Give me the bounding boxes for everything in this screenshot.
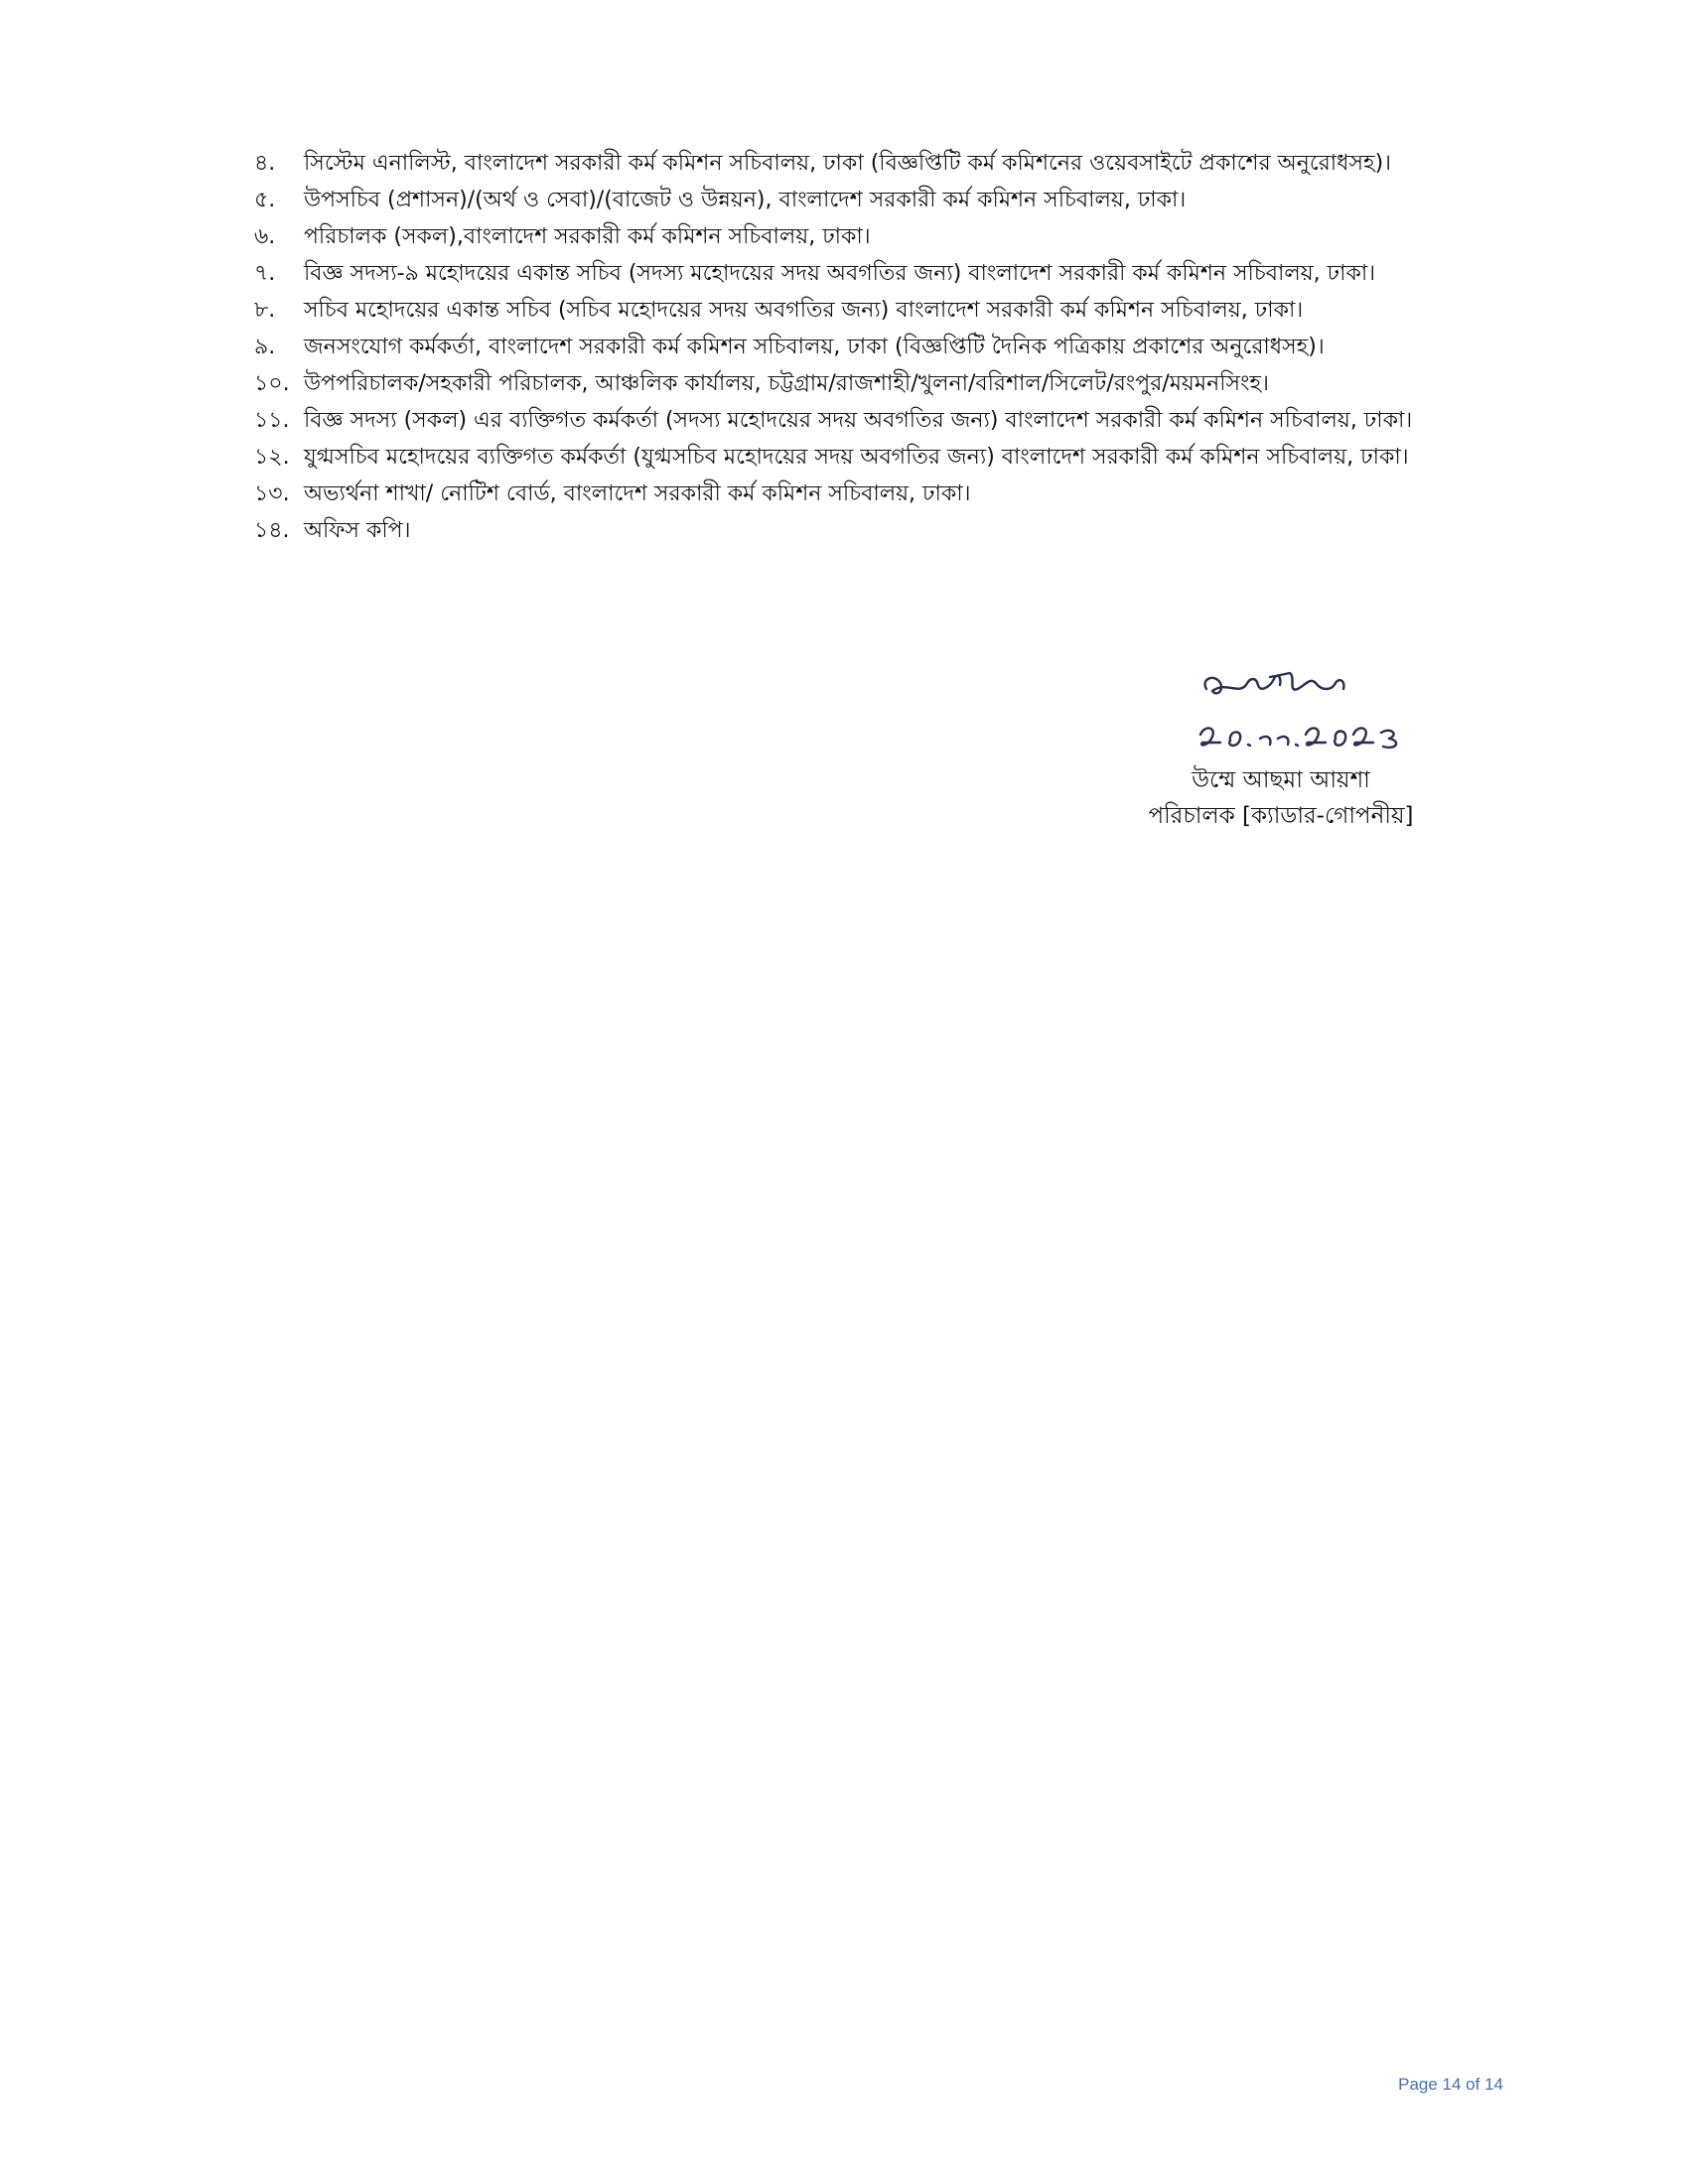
item-number: ১২. xyxy=(254,445,290,470)
handwritten-signature xyxy=(1187,655,1435,764)
item-number: ৪. xyxy=(254,151,276,176)
signatory-designation: পরিচালক [ক্যাডার-গোপনীয়] xyxy=(1148,803,1414,829)
distribution-list xyxy=(254,145,1505,549)
page-number: Page 14 of 14 xyxy=(1398,2075,1503,2094)
item-text: যুগ্মসচিব মহোদয়ের ব্যক্তিগত কর্মকর্তা (যুগ্মসচিব মহোদয়ের সদয় অবগতির জন্য) বাংলাদেশ সরকারী কর্ম কমিশন সচিবালয়, ঢাকা। xyxy=(304,445,1409,470)
list-item xyxy=(254,145,1505,182)
signature-block xyxy=(1092,762,1470,834)
item-text: উপপরিচালক/সহকারী পরিচালক, আঞ্চলিক কার্যালয়, চট্টগ্রাম/রাজশাহী/খুলনা/বরিশাল/সিলেট/রংপুর/ময়মনসিংহ। xyxy=(304,371,1269,396)
list-item xyxy=(254,365,1505,402)
item-text: অফিস কপি। xyxy=(304,518,411,543)
item-text: উপসচিব (প্রশাসন)/(অর্থ ও সেবা)/(বাজেট ও উন্নয়ন), বাংলাদেশ সরকারী কর্ম কমিশন সচিবালয়, ঢাকা। xyxy=(304,188,1187,212)
item-number: ৭. xyxy=(254,261,276,286)
item-text: জনসংযোগ কর্মকর্তা, বাংলাদেশ সরকারী কর্ম কমিশন সচিবালয়, ঢাকা (বিজ্ঞপ্তিটি দৈনিক পত্রিকায় প্রকাশের অনুরোধসহ)। xyxy=(304,335,1325,359)
item-text: পরিচালক (সকল),বাংলাদেশ সরকারী কর্ম কমিশন সচিবালয়, ঢাকা। xyxy=(304,224,871,249)
item-text: বিজ্ঞ সদস্য-৯ মহোদয়ের একান্ত সচিব (সদস্য মহোদয়ের সদয় অবগতির জন্য) বাংলাদেশ সরকারী কর্ম কমিশন সচিবালয়, ঢাকা। xyxy=(304,261,1376,286)
item-number: ১১. xyxy=(254,408,290,433)
list-item xyxy=(254,292,1505,329)
list-item xyxy=(254,476,1505,512)
list-item xyxy=(254,439,1505,476)
signatory-name: উম্মে আছমা আয়শা xyxy=(1192,767,1370,793)
item-text: অভ্যর্থনা শাখা/ নোটিশ বোর্ড, বাংলাদেশ সরকারী কর্ম কমিশন সচিবালয়, ঢাকা। xyxy=(304,481,971,506)
list-item xyxy=(254,218,1505,255)
item-number: ৬. xyxy=(254,224,276,249)
list-item xyxy=(254,255,1505,292)
list-item xyxy=(254,512,1505,549)
item-number: ৫. xyxy=(254,188,276,212)
item-text: সিস্টেম এনালিস্ট, বাংলাদেশ সরকারী কর্ম কমিশন সচিবালয়, ঢাকা (বিজ্ঞপ্তিটি কর্ম কমিশনের ওয়েবসাইটে প্রকাশের অনুরোধসহ)। xyxy=(304,151,1392,176)
list-item xyxy=(254,182,1505,218)
list-item xyxy=(254,402,1505,439)
item-number: ১৪. xyxy=(254,518,290,543)
item-number: ৯. xyxy=(254,335,276,359)
item-number: ১০. xyxy=(254,371,290,396)
item-number: ৮. xyxy=(254,298,276,323)
list-item xyxy=(254,329,1505,365)
item-text: সচিব মহোদয়ের একান্ত সচিব (সচিব মহোদয়ের সদয় অবগতির জন্য) বাংলাদেশ সরকারী কর্ম কমিশন সচিবালয়, ঢাকা। xyxy=(304,298,1304,323)
item-text: বিজ্ঞ সদস্য (সকল) এর ব্যক্তিগত কর্মকর্তা (সদস্য মহোদয়ের সদয় অবগতির জন্য) বাংলাদেশ সরকারী কর্ম কমিশন সচিবালয়, ঢাকা। xyxy=(304,408,1413,433)
item-number: ১৩. xyxy=(254,481,290,506)
